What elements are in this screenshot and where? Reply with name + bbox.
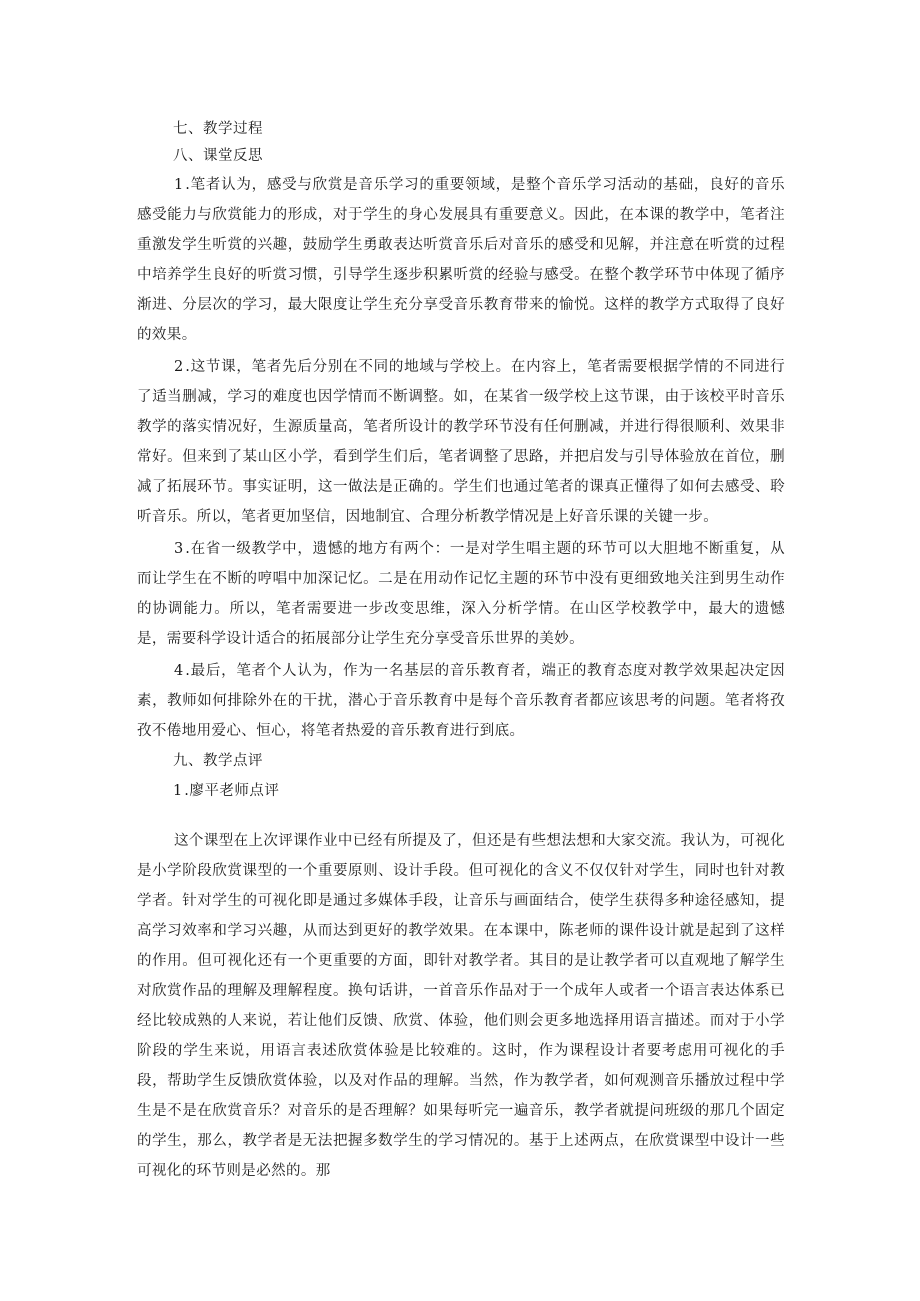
review-paragraph: 这个课型在上次评课作业中已经有所提及了，但还是有些想法想和大家交流。我认为，可视化是小学阶段欣赏课型的一个重要原则、设计手段。但可视化的含义不仅仅针对学生，同时也针对教学者。针对学生的可视化即是通过多媒体手段，让音乐与画面结合，使学生获得多种途径感知，提高学习效率和学习兴趣，从而达到更好的教学效果。在本课中，陈老师的课件设计就是起到了这样的作用。但可视化还有一个更重要的方面，即针对教学者。其目的是让教学者可以直观地了解学生对欣赏作品的理解及理解程度。换句话讲，一首音乐作品对于一个成年人或者一个语言表达体系已经比较成熟的人来说，若让他们反馈、欣赏、体验，他们则会更多地选择用语言描述。而对于小学阶段的学生来说，用语言表述欣赏体验是比较难的。这时，作为课程设计者要考虑用可视化的手段，帮助学生反馈欣赏体验，以及对作品的理解。当然，作为教学者，如何观测音乐播放过程中学生是不是在欣赏音乐？对音乐的是否理解？如果每听完一遍音乐，教学者就提问班级的那几个固定的学生，那么，教学者是无法把握多数学生的学习情况的。基于上述两点，在欣赏课型中设计一些可视化的环节则是必然的。那 xyxy=(137,833,785,1179)
section-heading-teaching-process: 七、教学过程 xyxy=(173,121,263,137)
paragraph-number: 1 xyxy=(174,177,186,193)
reflection-paragraph-3 xyxy=(137,534,785,654)
paragraph-number: 3 xyxy=(174,541,186,557)
paragraph-text: .这节课，笔者先后分别在不同的地域与学校上。在内容上，笔者需要根据学情的不同进行了适当删减，学习的难度也因学情而不断调整。如，在某省一级学校上这节课，由于该校平时音乐教学的落实情况好，生源质量高，笔者所设计的教学环节没有任何删减，并进行得很顺利、效果非常好。但来到了某山区小学，看到学生们后，笔者调整了思路，并把启发与引导体验放在首位，删减了拓展环节。事实证明，这一做法是正确的。学生们也通过笔者的课真正懂得了如何去感受、聆听音乐。所以，笔者更加坚信，因地制宜、合理分析教学情况是上好音乐课的关键一步。 xyxy=(137,359,785,525)
section-heading-teaching-review: 九、教学点评 xyxy=(173,753,263,769)
paragraph-text: .最后，笔者个人认为，作为一名基层的音乐教育者，端正的教育态度对教学效果起决定因素，教师如何排除外在的干扰，潜心于音乐教育中是每个音乐教育者都应该思考的问题。笔者将孜孜不倦地用爱心、恒心，将笔者热爱的音乐教育进行到底。 xyxy=(137,663,785,739)
paragraph-number: 4 xyxy=(174,663,186,679)
reflection-paragraph-2 xyxy=(137,352,785,532)
section-heading-classroom-reflection: 八、课堂反思 xyxy=(173,148,263,164)
paragraph-number: 2 xyxy=(174,359,186,375)
document-body xyxy=(137,116,785,1188)
paragraph-text: .笔者认为，感受与欣赏是音乐学习的重要领域，是整个音乐学习活动的基础，良好的音乐感受能力与欣赏能力的形成，对于学生的身心发展具有重要意义。因此，在本课的教学中，笔者注重激发学生听赏的兴趣，鼓励学生勇敢表达听赏音乐后对音乐的感受和见解，并注意在听赏的过程中培养学生良好的听赏习惯，引导学生逐步积累听赏的经验与感受。在整个教学环节中体现了循序渐进、分层次的学习，最大限度让学生充分享受音乐教育带来的愉悦。这样的教学方式取得了良好的效果。 xyxy=(137,177,785,343)
review-subheading xyxy=(137,778,785,804)
subheading-number: 1 xyxy=(173,783,185,799)
paragraph-text: .在省一级教学中，遗憾的地方有两个：一是对学生唱主题的环节可以大胆地不断重复，从而让学生在不断的哼唱中加深记忆。二是在用动作记忆主题的环节中没有更细致地关注到男生动作的协调能力。所以，笔者需要进一步改变思维，深入分析学情。在山区学校教学中，最大的遗憾是，需要科学设计适合的拓展部分让学生充分享受音乐世界的美妙。 xyxy=(137,541,785,647)
subheading-text: .廖平老师点评 xyxy=(184,783,280,799)
reflection-paragraph-4 xyxy=(137,656,785,746)
reflection-paragraph-1 xyxy=(137,170,785,350)
